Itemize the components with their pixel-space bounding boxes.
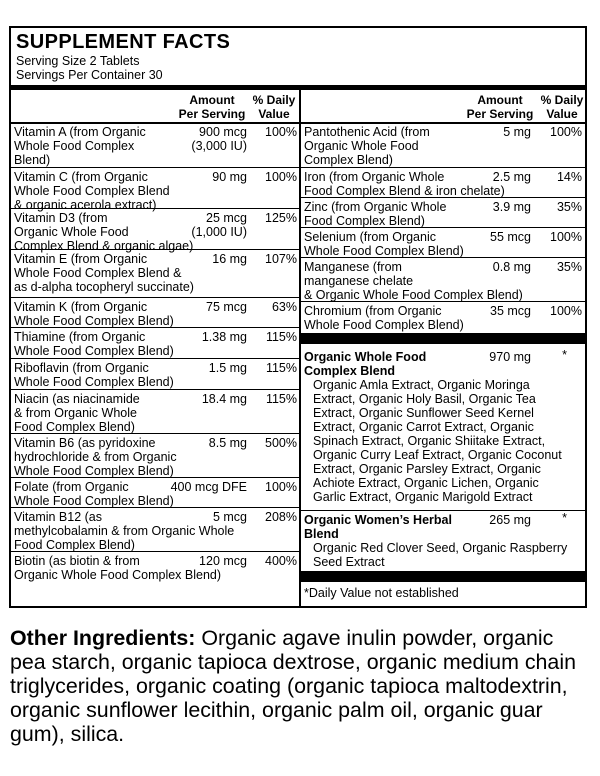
nutrient-amount: 900 mcg (3,000 IU) bbox=[191, 125, 247, 153]
nutrient-name: Thiamine (from Organic Whole Food Complex Blend) bbox=[14, 330, 174, 358]
blend-ingredients: Organic Red Clover Seed, Organic Raspberry Seed Extract bbox=[313, 541, 568, 569]
nutrient-amount: 25 mcg (1,000 IU) bbox=[191, 211, 247, 239]
nutrient-row bbox=[11, 208, 299, 253]
left-column bbox=[11, 90, 299, 606]
nutrient-name: Pantothenic Acid (from Organic Whole Food Complex Blend) bbox=[304, 125, 430, 167]
nutrient-row bbox=[301, 301, 587, 334]
other-ingredients bbox=[10, 626, 592, 746]
nutrient-row bbox=[11, 551, 299, 583]
nutrient-daily-value: 100% bbox=[265, 125, 297, 139]
dv-header-line1: % Daily bbox=[540, 93, 584, 107]
nutrient-name: Chromium (from Organic Whole Food Complex Blend) bbox=[304, 304, 464, 332]
nutrient-row bbox=[11, 249, 299, 298]
nutrient-amount: 400 mcg DFE bbox=[170, 480, 247, 494]
nutrient-row bbox=[11, 358, 299, 390]
nutrient-amount: 90 mg bbox=[212, 170, 247, 184]
nutrient-amount: 16 mg bbox=[212, 252, 247, 266]
nutrient-amount: 0.8 mg bbox=[492, 260, 531, 274]
amount-header-line1: Amount bbox=[477, 93, 523, 107]
nutrient-name: Zinc (from Organic Whole Food Complex Blend) bbox=[304, 200, 447, 228]
nutrient-name: Vitamin A (from Organic Whole Food Complex Blend) bbox=[14, 125, 146, 167]
nutrient-daily-value: 107% bbox=[265, 252, 297, 266]
nutrient-daily-value: 208% bbox=[265, 510, 297, 524]
nutrient-name: Vitamin C (from Organic Whole Food Complex Blend & organic acerola extract) bbox=[14, 170, 170, 212]
nutrient-row bbox=[301, 227, 587, 258]
nutrient-daily-value: 115% bbox=[265, 392, 297, 406]
nutrient-name: Vitamin K (from Organic Whole Food Complex Blend) bbox=[14, 300, 174, 328]
nutrient-row bbox=[301, 123, 587, 167]
nutrient-daily-value: 100% bbox=[265, 170, 297, 184]
blend-amount: 970 mg bbox=[489, 350, 531, 364]
blend-name: Organic Women’s Herbal Blend bbox=[304, 513, 452, 541]
nutrient-row bbox=[11, 507, 299, 552]
nutrient-amount: 120 mcg bbox=[199, 554, 247, 568]
nutrient-row bbox=[301, 167, 587, 198]
nutrient-row bbox=[301, 197, 587, 228]
other-ingredients-text: Organic agave inulin powder, organic pea starch, organic tapioca dextrose, organic medium chain triglycerides, organic coating (organic tapioca maltodextrin, organic sunflower lecithin, organic palm oil, organic guar gum), silica. bbox=[10, 626, 576, 746]
herbal-blend bbox=[301, 510, 587, 569]
nutrient-name: Niacin (as niacinamide & from Organic Whole Food Complex Blend) bbox=[14, 392, 140, 434]
supplement-facts-panel bbox=[9, 26, 587, 608]
nutrient-row bbox=[11, 123, 299, 167]
nutrient-amount: 1.5 mg bbox=[208, 361, 247, 375]
amount-header-right bbox=[459, 93, 541, 121]
nutrient-daily-value: 400% bbox=[265, 554, 297, 568]
nutrient-daily-value: 63% bbox=[271, 300, 297, 314]
nutrient-name: Biotin (as biotin & from Organic Whole Food Complex Blend) bbox=[14, 554, 222, 582]
nutrient-daily-value: 115% bbox=[265, 361, 297, 375]
nutrient-name: Folate (from Organic Whole Food Complex Blend) bbox=[14, 480, 174, 508]
footnote: *Daily Value not established bbox=[304, 586, 459, 600]
blend-daily-value: * bbox=[562, 511, 567, 525]
nutrient-daily-value: 35% bbox=[556, 200, 582, 214]
nutrient-name: Vitamin E (from Organic Whole Food Complex Blend & as d-alpha tocopheryl succinate) bbox=[14, 252, 194, 294]
nutrient-row bbox=[11, 167, 299, 212]
blend-daily-value: * bbox=[562, 348, 567, 362]
nutrient-daily-value: 100% bbox=[550, 230, 582, 244]
nutrient-amount: 5 mg bbox=[503, 125, 531, 139]
nutrient-amount: 2.5 mg bbox=[492, 170, 531, 184]
nutrient-daily-value: 100% bbox=[550, 304, 582, 318]
servings-per-container: Servings Per Container 30 bbox=[16, 68, 163, 82]
serving-size: Serving Size 2 Tablets bbox=[16, 54, 140, 68]
right-column bbox=[299, 90, 587, 606]
nutrient-row bbox=[11, 389, 299, 434]
nutrient-daily-value: 500% bbox=[265, 436, 297, 450]
nutrient-daily-value: 115% bbox=[265, 330, 297, 344]
nutrient-amount: 35 mcg bbox=[490, 304, 531, 318]
panel-title: SUPPLEMENT FACTS bbox=[16, 31, 231, 53]
blend-amount: 265 mg bbox=[489, 513, 531, 527]
nutrient-name: Vitamin B6 (as pyridoxine hydrochloride & from Organic Whole Food Complex Blend) bbox=[14, 436, 177, 478]
nutrient-name: Riboflavin (from Organic Whole Food Complex Blend) bbox=[14, 361, 174, 389]
amount-header-line2: Per Serving bbox=[466, 107, 534, 121]
nutrient-daily-value: 14% bbox=[556, 170, 582, 184]
dv-header-line2: Value bbox=[258, 107, 290, 121]
nutrient-amount: 75 mcg bbox=[206, 300, 247, 314]
nutrient-amount: 55 mcg bbox=[490, 230, 531, 244]
nutrient-amount: 5 mcg bbox=[212, 510, 247, 524]
nutrient-row bbox=[11, 327, 299, 359]
nutrient-name: Vitamin D3 (from Organic Whole Food Complex Blend & organic algae) bbox=[14, 211, 194, 253]
blend-name: Organic Whole Food Complex Blend bbox=[304, 350, 427, 378]
dv-header-line2: Value bbox=[546, 107, 578, 121]
nutrient-name: Iron (from Organic Whole Food Complex Blend & iron chelate) bbox=[304, 170, 505, 198]
nutrient-daily-value: 100% bbox=[550, 125, 582, 139]
black-divider bbox=[301, 571, 587, 582]
dv-header-line1: % Daily bbox=[252, 93, 296, 107]
nutrient-amount: 3.9 mg bbox=[492, 200, 531, 214]
black-divider bbox=[301, 333, 587, 344]
other-ingredients-label: Other Ingredients: bbox=[10, 626, 196, 650]
amount-header-line1: Amount bbox=[189, 93, 235, 107]
blend-ingredients: Organic Amla Extract, Organic Moringa Extract, Organic Holy Basil, Organic Tea Extract, Organic Sunflower Seed Kernel Extract, Organic Carrot Extract, Organic Spinach Extract, Organic Shiitake Extract, Organic Curry Leaf Extract, Organic Coconut Extract, Organic Parsley Extract, Organic Achiote Extract, Organic Lichen, Organic Garlic Extract, Organic Marigold Extract bbox=[313, 378, 562, 504]
nutrient-row bbox=[301, 257, 587, 302]
nutrient-name: Selenium (from Organic Whole Food Complex Blend) bbox=[304, 230, 464, 258]
nutrient-name: Vitamin B12 (as methylcobalamin & from Organic Whole Food Complex Blend) bbox=[14, 510, 235, 552]
amount-header bbox=[171, 93, 253, 121]
nutrient-name: Manganese (from manganese chelate & Organic Whole Food Complex Blend) bbox=[304, 260, 523, 302]
nutrient-row bbox=[11, 433, 299, 478]
amount-header-line2: Per Serving bbox=[178, 107, 246, 121]
nutrient-daily-value: 100% bbox=[265, 480, 297, 494]
nutrient-daily-value: 35% bbox=[556, 260, 582, 274]
nutrient-daily-value: 125% bbox=[265, 211, 297, 225]
dv-header bbox=[249, 93, 299, 121]
dv-header-right bbox=[537, 93, 587, 121]
nutrient-amount: 18.4 mg bbox=[201, 392, 247, 406]
nutrient-row bbox=[11, 297, 299, 328]
nutrient-row bbox=[11, 477, 299, 508]
nutrient-amount: 1.38 mg bbox=[201, 330, 247, 344]
nutrient-amount: 8.5 mg bbox=[208, 436, 247, 450]
